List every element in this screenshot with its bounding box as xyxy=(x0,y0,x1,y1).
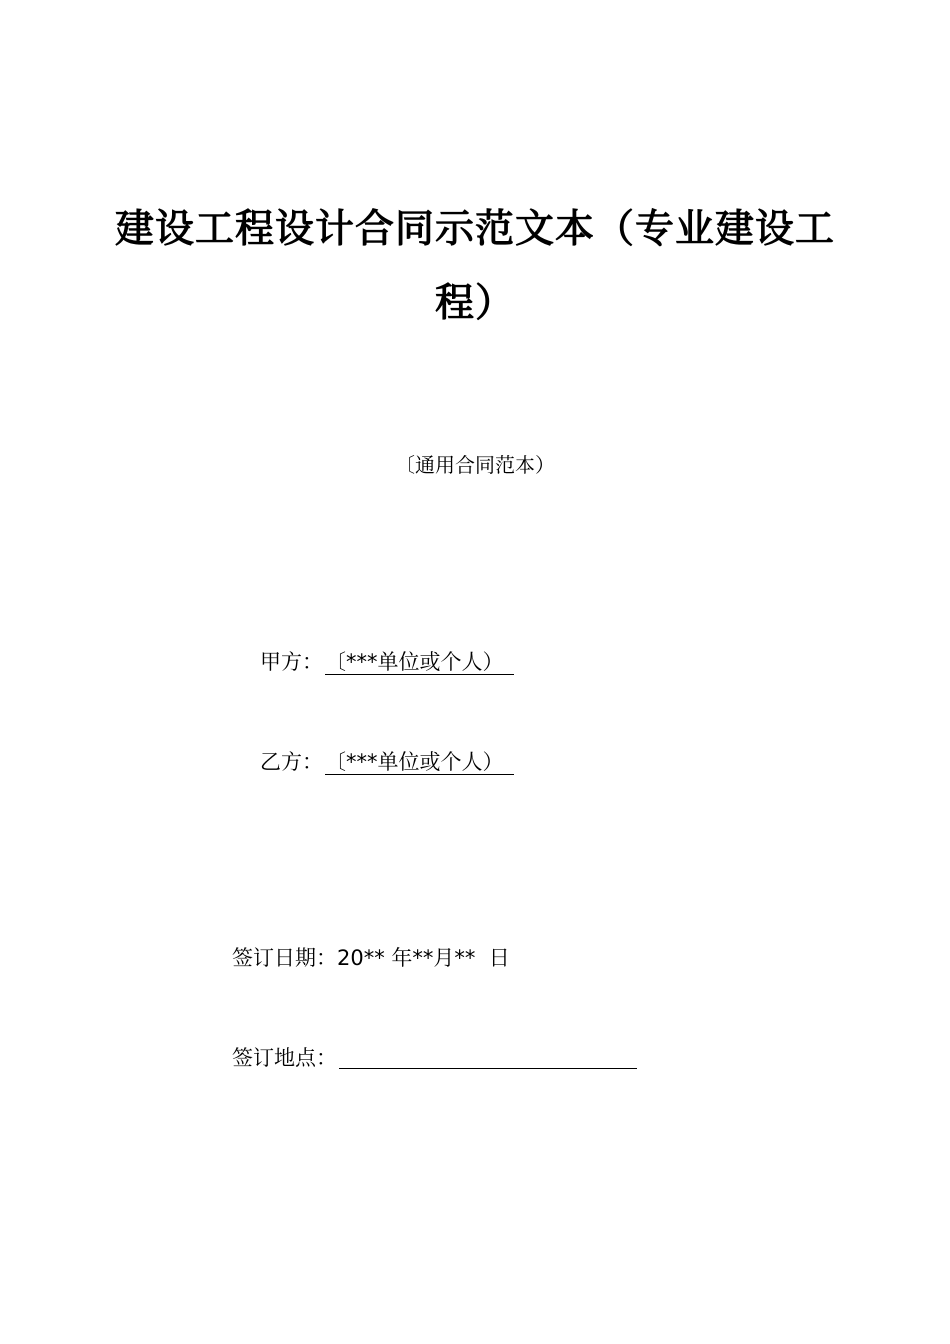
party-b-value: 〔***单位或个人） xyxy=(325,752,514,775)
signing-place-label: 签订地点： xyxy=(232,1046,337,1070)
party-b-label: 乙方： xyxy=(260,750,323,774)
party-a-value: 〔***单位或个人） xyxy=(325,652,514,675)
document-subtitle: 〔通用合同范本） xyxy=(395,453,555,477)
party-a-label: 甲方： xyxy=(260,650,323,674)
signing-date-label: 签订日期： xyxy=(232,946,337,970)
party-a-row xyxy=(260,652,514,675)
document-title-line-1: 建设工程设计合同示范文本（专业建设工 xyxy=(114,207,835,252)
signing-date-value: 20** 年**月** 日 xyxy=(337,946,510,970)
signing-place-row xyxy=(232,1048,637,1069)
signing-place-blank-line xyxy=(339,1048,637,1069)
party-b-row xyxy=(260,752,514,775)
signing-date-row xyxy=(232,948,510,969)
document-title-line-2: 程） xyxy=(434,281,515,326)
